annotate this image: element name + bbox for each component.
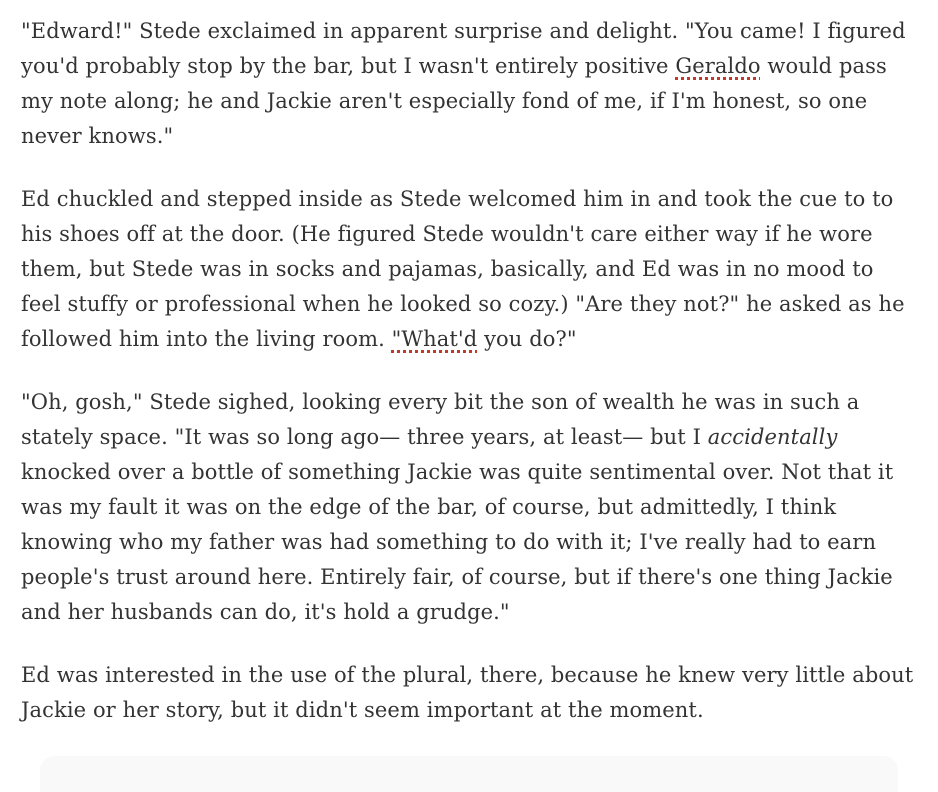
emphasized-text: accidentally <box>707 425 838 449</box>
text-run: you do?" <box>477 327 577 351</box>
misspelled-word: Geraldo <box>675 54 761 78</box>
paragraph <box>21 14 917 154</box>
text-run: Ed was interested in the use of the plural, there, because he knew very little about Jackie or her story, but it didn't seem important at the moment. <box>21 663 914 722</box>
paragraph <box>21 182 917 357</box>
text-run: "Oh, gosh," Stede sighed, looking every bit the son of wealth he was in such a stately space. "It was so long ago— three years, at least— but I <box>21 390 860 449</box>
text-run: Ed chuckled and stepped inside as Stede welcomed him in and took the cue to to his shoes off at the door. (He figured Stede wouldn't care either way if he wore them, but Stede was in socks and pajamas, basically, and Ed was in no mood to feel stuffy or professional when he looked so cozy.) "Are they not?" he asked as he followed him into the living room. <box>21 187 905 351</box>
paragraph <box>21 658 917 728</box>
text-run: knocked over a bottle of something Jackie was quite sentimental over. Not that it was my fault it was on the edge of the bar, of course, but admittedly, I think knowing who my father was had something to do with it; I've really had to earn people's trust around here. Entirely fair, of course, but if there's one thing Jackie and her husbands can do, it's hold a grudge." <box>21 460 894 624</box>
text-run: "Edward!" Stede exclaimed in apparent surprise and delight. "You came! I figured you'd probably stop by the bar, but I wasn't entirely positive <box>21 19 906 78</box>
text-run: would pass my note along; he and Jackie aren't especially fond of me, if I'm honest, so one never knows." <box>21 54 887 148</box>
misspelled-word: "What'd <box>391 327 478 351</box>
paragraph <box>21 385 917 630</box>
reply-box[interactable] <box>40 756 898 792</box>
paragraph-list <box>21 14 917 728</box>
